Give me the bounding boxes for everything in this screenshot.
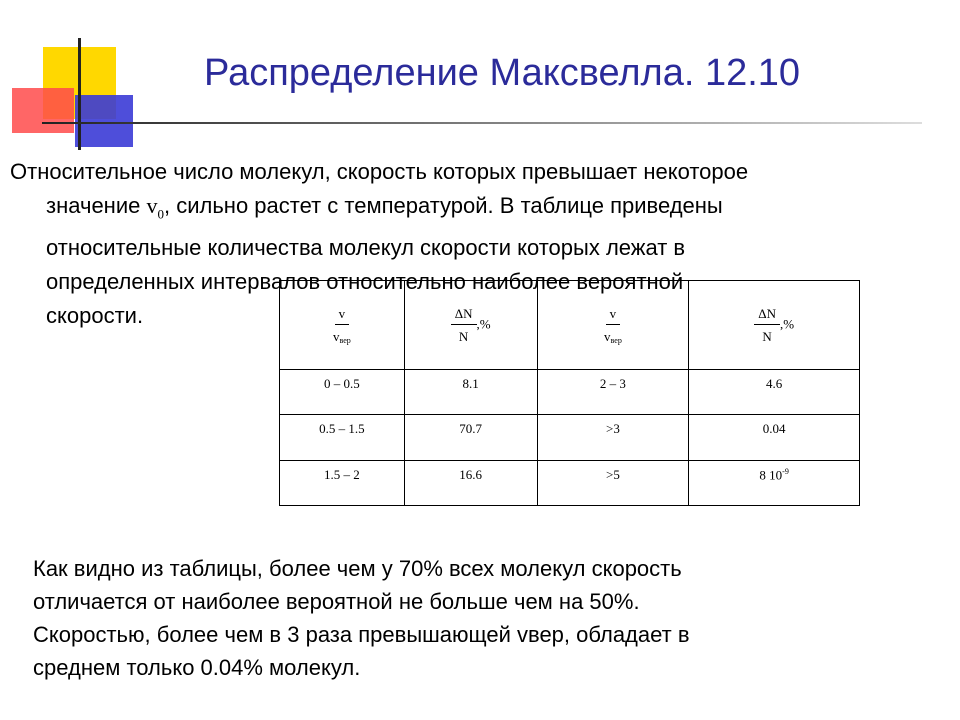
intro-line-2-end: , сильно растет с температурой. В таблице приведены (163, 193, 723, 218)
table-cell: 16.6 (404, 460, 537, 505)
header-cell (537, 281, 689, 370)
percent-suffix: ,% (476, 315, 491, 331)
intro-line-3: относительные количества молекул скорости которых лежат в (46, 235, 686, 261)
conclusion-line-3: Скоростью, более чем в 3 раза превышающей vвер, обладает в (33, 622, 690, 647)
fraction-denominator: N (458, 328, 469, 344)
intro-line-4: определенных интервалов относительно наиболее вероятной (46, 269, 684, 295)
table-cell: 4.6 (689, 370, 860, 415)
fraction-denominator (604, 325, 622, 345)
velocity-ratio-fraction (604, 306, 622, 345)
denominator-subscript: вер (339, 335, 351, 345)
conclusion-line-2: отличается от наиболее вероятной не больше чем на 50%. (33, 589, 640, 614)
table-cell: 1.5 – 2 (280, 460, 405, 505)
table-header-row (280, 281, 860, 370)
table-cell: 0 – 0.5 (280, 370, 405, 415)
decor-red-square (12, 88, 74, 133)
fraction-numerator: ΔN (451, 306, 477, 325)
denominator-symbol: v (333, 328, 340, 344)
denominator-symbol: v (604, 328, 611, 344)
conclusion-line-4: среднем только 0.04% молекул. (33, 655, 361, 680)
velocity-ratio-fraction (333, 306, 351, 345)
fraction-numerator: v (335, 306, 350, 325)
cell-mantissa: 8 10 (759, 466, 783, 482)
conclusion-line-1: Как видно из таблицы, более чем у 70% всех молекул скорость (33, 556, 682, 581)
table-cell: >5 (537, 460, 689, 505)
fraction-numerator: ΔN (754, 306, 780, 325)
percent-suffix: ,% (779, 315, 795, 331)
v0-symbol: v (146, 193, 158, 218)
fraction-percent (754, 306, 780, 345)
v0-subscript: 0 (157, 206, 164, 222)
fraction-numerator: v (606, 306, 621, 325)
table-row (280, 415, 860, 460)
fraction-percent (451, 306, 477, 345)
table-cell (689, 460, 860, 505)
table-cell: 8.1 (404, 370, 537, 415)
fraction-denominator: N (762, 328, 772, 344)
slide-title: Распределение Максвелла. 12.10 (204, 52, 801, 94)
header-cell (280, 281, 405, 370)
velocity-distribution-table (279, 280, 860, 506)
fraction-denominator (333, 325, 351, 345)
decor-blue-square (75, 95, 133, 147)
header-cell (404, 281, 537, 370)
table-cell: >3 (537, 415, 689, 460)
intro-line-1: Относительное число молекул, скорость которых превышает некоторое (10, 159, 749, 184)
denominator-subscript: вер (610, 335, 622, 345)
conclusion-paragraph (33, 552, 933, 684)
table-cell: 2 – 3 (537, 370, 689, 415)
table-row (280, 370, 860, 415)
intro-line-2 (10, 189, 930, 231)
intro-line-5: скорости. (46, 303, 144, 329)
header-cell (689, 281, 860, 370)
table-cell: 70.7 (404, 415, 537, 460)
title-underline (42, 122, 922, 124)
table-cell: 0.04 (689, 415, 860, 460)
cell-exponent: -9 (782, 466, 789, 476)
table-cell: 0.5 – 1.5 (280, 415, 405, 460)
table-row (280, 460, 860, 505)
intro-line-2-start: значение (46, 193, 147, 218)
decor-vertical-line (78, 38, 81, 150)
